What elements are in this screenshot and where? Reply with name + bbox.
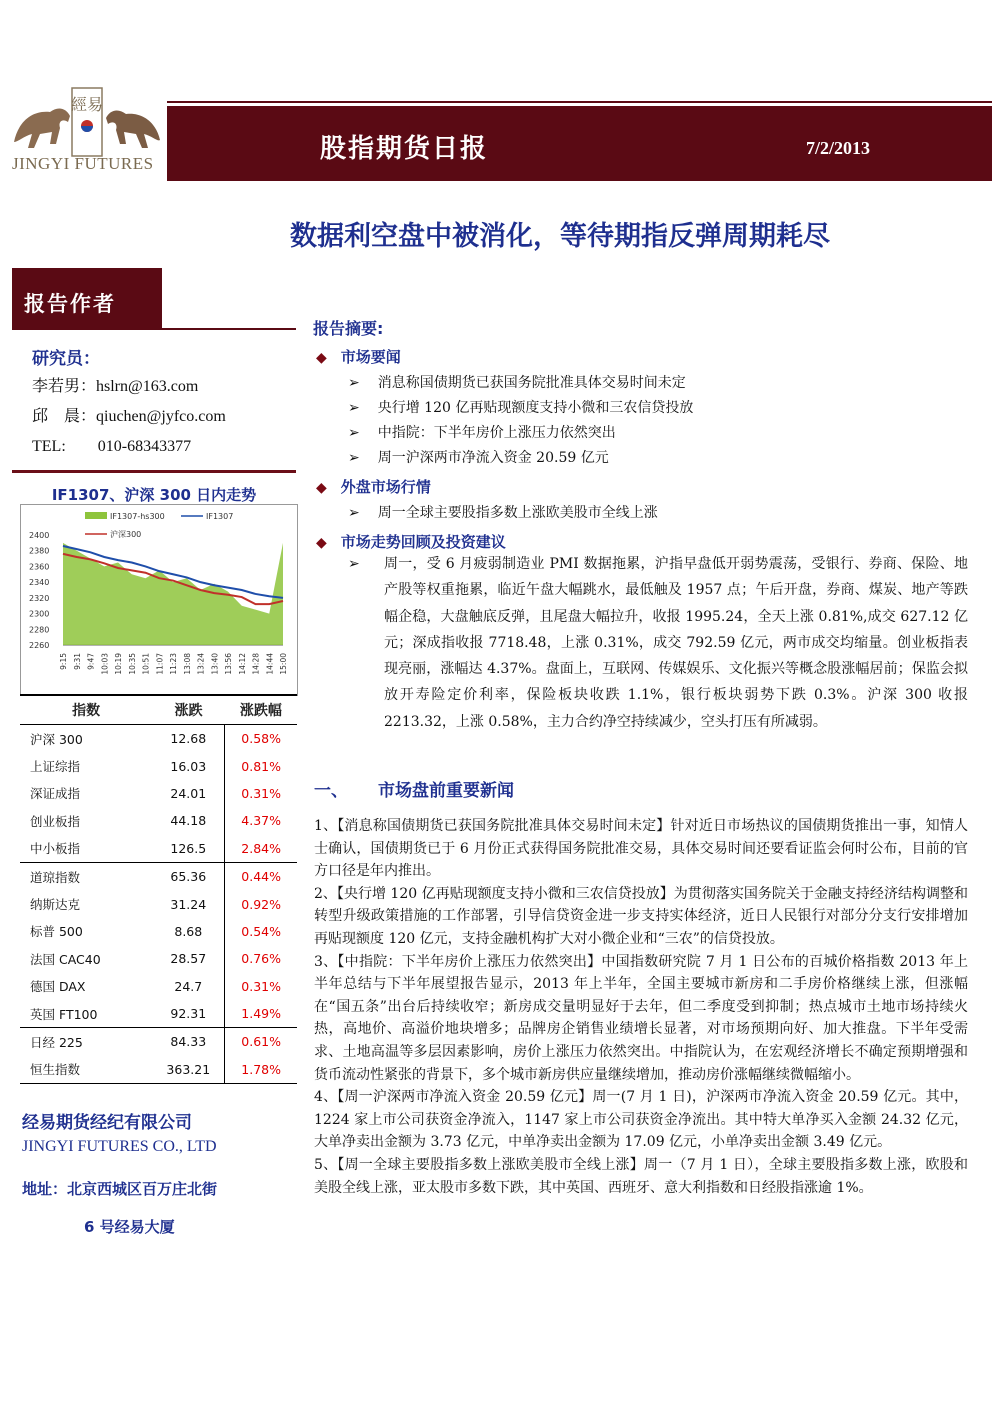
index-name: 上证综指 [30, 759, 81, 775]
index-change: 65.36 [152, 862, 225, 890]
summary-bullet: ➢ 中指院：下半年房价上涨压力依然突出 [348, 425, 616, 441]
summary-bullet: ➢ 周一全球主要股指多数上涨欧美股市全线上涨 [348, 505, 658, 521]
index-change-pct: 0.61% [225, 1028, 297, 1056]
news-item: 3、【中指院：下半年房价上涨压力依然突出】中国指数研究院 7 月 1 日公布的百城价格指数 2013 年上半年总结与下半年展望报告显示，2013 年上半年，全国主要城市新房和二手房价格继续上涨，但涨幅在“国五条”出台后持续收窄；新房成交量明显好于去年，但二季度受到抑制；热点城市土地市场持续火热，高地价、高溢价地块增多；品牌房企销售业绩增长显著，对市场预期向好、加大推盘。下半年受需求、土地高温等多层因素影响，房价上涨压力依然突出。中指院认为，在宏观经济增长不确定预期增强和货币流动性紧张的背景下，多个城市新房供应量继续增加，推动房价涨幅继续微幅缩小。 [314, 953, 968, 1083]
researcher-label: 研究员： [32, 349, 100, 369]
table-row [20, 1000, 297, 1028]
index-name: 纳斯达克 [30, 897, 81, 913]
index-name: 沪深 300 [30, 731, 83, 747]
x-tick-label: 11:07 [155, 653, 165, 675]
news-list [314, 815, 968, 1199]
x-tick-label: 9:47 [86, 653, 96, 670]
x-tick-label: 13:40 [210, 653, 220, 675]
news-item: 2、【央行增 120 亿再贴现额度支持小微和三农信贷投放】为贯彻落实国务院关于金融支持经济结构调整和转型升级政策措施的工作部署，引导信贷资金进一步支持实体经济，近日人民银行对部分分支行安排增加再贴现额度 120 亿元，支持金融机构扩大对小微企业和“三农”的信贷投放。 [314, 885, 968, 947]
index-name: 法国 CAC40 [30, 951, 101, 967]
logo-characters: 經易 [70, 95, 104, 114]
index-change: 28.57 [170, 951, 207, 967]
index-change-pct: 0.31% [225, 973, 297, 1000]
summary-bullet: ➢ 消息称国债期货已获国务院批准具体交易时间未定 [348, 375, 686, 391]
y-tick-label: 2260 [29, 641, 50, 650]
x-tick-label: 14:12 [237, 653, 247, 675]
legend-label: IF1307 [206, 512, 234, 521]
index-change: 12.68 [170, 731, 207, 747]
y-tick-label: 2300 [29, 609, 50, 619]
author-underline [12, 328, 296, 330]
author-label: 报告作者 [24, 292, 116, 316]
x-tick-label: 14:44 [265, 653, 275, 675]
table-row [20, 1056, 297, 1084]
contact-line: TEL: 010-68343377 [32, 438, 192, 455]
summary-section-heading: ◆ 市场走势回顾及投资建议 [316, 533, 506, 551]
company-name-cn: 经易期货经纪有限公司 [22, 1113, 192, 1133]
table-row [20, 890, 297, 917]
index-name: 道琼指数 [20, 862, 152, 890]
table-row [20, 835, 297, 863]
summary-section-heading: ◆ 外盘市场行情 [316, 478, 431, 496]
contact-line: 邱 晨：qiuchen@jyfco.com [32, 408, 226, 425]
index-change-pct: 0.44% [225, 862, 297, 890]
x-tick-label: 9:15 [59, 653, 68, 670]
index-change: 92.31 [170, 1006, 207, 1022]
y-tick-label: 2360 [29, 562, 50, 572]
table-row [20, 1028, 297, 1056]
y-tick-label: 2380 [29, 546, 50, 556]
x-tick-label: 13:56 [224, 653, 233, 675]
x-tick-label: 10:19 [114, 653, 123, 675]
index-change: 24.7 [174, 978, 203, 994]
index-change-pct: 4.37% [225, 807, 297, 834]
index-name: 创业板指 [30, 813, 81, 829]
table-row [20, 973, 297, 1000]
index-change-pct: 0.92% [225, 890, 297, 917]
arrow-bullet-icon: ➢ [348, 375, 360, 391]
col-header: 涨跌 [152, 695, 225, 725]
x-tick-label: 13:08 [182, 653, 192, 675]
summary-bullet: ➢ 周一沪深两市净流入资金 20.59 亿元 [348, 450, 609, 466]
index-change: 16.03 [170, 758, 207, 774]
triangle-bullet-icon: ◆ [316, 535, 327, 551]
table-row [20, 945, 297, 972]
chart-title: IF1307、沪深 300 日内走势 [51, 486, 257, 504]
review-arrow: ➢ [348, 556, 360, 572]
index-change: 126.5 [170, 840, 207, 856]
header-top-line [167, 101, 992, 103]
index-name: 恒生指数 [20, 1056, 152, 1084]
col-header: 涨跌幅 [225, 695, 297, 725]
x-tick-label: 10:51 [141, 653, 151, 675]
table-row [20, 752, 297, 779]
summary-section-heading: ◆ 市场要闻 [316, 348, 401, 366]
news-item: 5、【周一全球主要股指多数上涨欧美股市全线上涨】周一（7 月 1 日），全球主要股指多数上涨，欧股和美股全线上涨，亚太股市多数下跌，其中英国、西班牙、意大利指数和日经股指涨逾 1%。 [314, 1156, 968, 1196]
index-name: 英国 FT100 [30, 1006, 98, 1022]
index-name: 深证成指 [30, 786, 81, 802]
contact-line: 李若男：hslrn@163.com [32, 378, 199, 395]
legend-label: IF1307-hs300 [110, 512, 165, 521]
index-change: 24.01 [170, 785, 207, 801]
spread-area [63, 543, 283, 645]
table-row [20, 862, 297, 890]
logo-english: JINGYI FUTURES [12, 154, 154, 173]
news-item: 1、【消息称国债期货已获国务院批准具体交易时间未定】针对近日市场热议的国债期货推出一事，知情人士确认，国债期货已于 6 月份正式获得国务院批准交易，具体交易时间还要看证监会何时公布，目前的官方口径是年内推出。 [314, 818, 968, 880]
y-tick-label: 2400 [29, 531, 50, 540]
x-tick-label: 13:24 [196, 653, 206, 675]
index-change-pct: 0.54% [225, 918, 297, 945]
summary-bullet: ➢ 央行增 120 亿再贴现额度支持小微和三农信贷投放 [348, 400, 694, 416]
index-change-pct: 2.84% [225, 835, 297, 863]
main-headline: 数据利空盘中被消化，等待期指反弹周期耗尽 [290, 221, 830, 252]
x-tick-label: 10:03 [100, 653, 110, 675]
x-tick-label: 14:28 [251, 653, 261, 675]
triangle-bullet-icon: ◆ [316, 350, 327, 366]
y-tick-label: 2320 [29, 593, 50, 603]
market-review-paragraph: 周一，受 6 月疲弱制造业 PMI 数据拖累，沪指早盘低开弱势震荡，受银行、券商、保险、地产股等权重拖累，临近午盘大幅跳水，最低触及 1957 点；午后开盘，券商、煤炭、地产等跌幅企稳，大盘触底反弹，且尾盘大幅拉升，收报 1995.24，全天上涨 0.81%,成交 627.12 亿元；深成指收报 7718.48，上涨 0.31%，成交 792.59 亿元，两市成交均缩量。创业板指表现亮丽，涨幅达 4.37%。盘面上，互联网、传媒娱乐、文化振兴等概念股涨幅居前；保监会拟放开寿险定价利率，保险板块收跌 1.1%，银行板块弱势下跌 0.3%。沪深 300 收报 2213.32，上涨 0.58%，主力合约净空持续减少，空头打压有所减弱。 [384, 556, 968, 730]
y-tick-label: 2340 [29, 578, 50, 588]
table-row [20, 918, 297, 945]
index-change: 8.68 [174, 923, 203, 939]
index-change: 363.21 [152, 1056, 225, 1084]
index-change-pct: 0.76% [225, 945, 297, 972]
arrow-bullet-icon: ➢ [348, 450, 360, 466]
index-change: 84.33 [152, 1028, 225, 1056]
separator [12, 470, 296, 473]
report-title: 股指期货日报 [320, 134, 489, 164]
x-tick-label: 9:31 [72, 653, 82, 670]
x-tick-label: 15:00 [279, 653, 288, 675]
index-change: 44.18 [170, 813, 207, 829]
arrow-bullet-icon: ➢ [348, 400, 360, 416]
x-tick-label: 10:35 [127, 653, 137, 675]
address-line: 6 号经易大厦 [84, 1218, 175, 1236]
col-header: 指数 [20, 695, 152, 725]
index-change-pct: 0.58% [225, 725, 297, 753]
arrow-bullet-icon: ➢ [348, 425, 360, 441]
index-name: 德国 DAX [30, 979, 86, 995]
section-heading: 一、 市场盘前重要新闻 [314, 781, 514, 801]
x-tick-label: 11:23 [169, 653, 178, 675]
index-table [20, 694, 297, 1084]
index-change-pct: 1.78% [225, 1056, 297, 1084]
y-tick-label: 2280 [29, 625, 50, 635]
report-date: 7/2/2013 [806, 138, 871, 158]
index-name: 日经 225 [20, 1028, 152, 1056]
news-item: 4、【周一沪深两市净流入资金 20.59 亿元】周一(7 月 1 日)，沪深两市净流入资金 20.59 亿元。其中，1224 家上市公司获资金净流入，1147 家上市公司获资金净流出。其中特大单净买入金额 24.32 亿元，大单净卖出金额为 3.73 亿元，中单净卖出金额为 17.09 亿元，小单净卖出金额 3.49 亿元。 [314, 1089, 968, 1151]
index-change-pct: 0.81% [225, 752, 297, 779]
table-row [20, 725, 297, 753]
company-name-en: JINGYI FUTURES CO., LTD [22, 1138, 217, 1155]
triangle-bullet-icon: ◆ [316, 480, 327, 496]
address-line: 地址：北京西城区百万庄北街 [22, 1180, 218, 1198]
legend-label: 沪深300 [110, 530, 142, 539]
arrow-bullet-icon: ➢ [348, 505, 360, 521]
table-row [20, 807, 297, 834]
index-name: 标普 500 [30, 924, 83, 940]
legend-swatch [85, 512, 107, 519]
summary-label: 报告摘要: [313, 319, 384, 338]
intraday-chart [20, 504, 298, 696]
index-change: 31.24 [170, 896, 207, 912]
index-change-pct: 1.49% [225, 1000, 297, 1028]
index-change-pct: 0.31% [225, 780, 297, 807]
index-name: 中小板指 [30, 841, 81, 857]
table-row [20, 780, 297, 807]
